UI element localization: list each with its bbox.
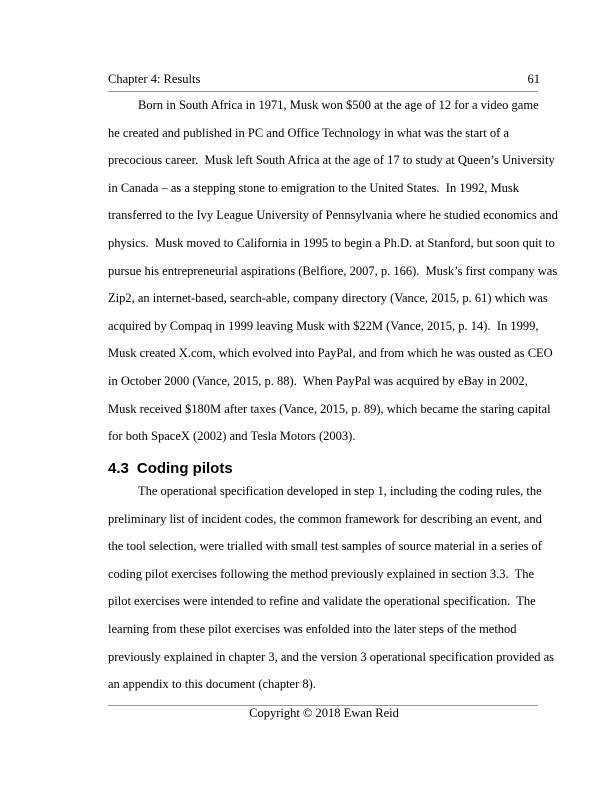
text-line: The operational specification developed in step 1, including the coding rules, the bbox=[138, 484, 542, 498]
paragraph-coding-pilots bbox=[108, 478, 554, 699]
text-line: for both SpaceX (2002) and Tesla Motors (2003). bbox=[108, 429, 356, 444]
section-title: Coding pilots bbox=[136, 460, 233, 477]
text-line: in Canada – as a stepping stone to emigration to the United States. In 1992, Musk bbox=[108, 180, 520, 195]
text-line: in October 2000 (Vance, 2015, p. 88). When PayPal was acquired by eBay in 2002, bbox=[108, 373, 528, 388]
paragraph-musk-biography bbox=[108, 92, 558, 451]
text-line: physics. Musk moved to California in 1995 to begin a Ph.D. at Stanford, but soon quit to bbox=[108, 235, 555, 250]
text-line: preliminary list of incident codes, the common framework for describing an event, and bbox=[108, 511, 542, 526]
text-line: Musk received $180M after taxes (Vance, 2015, p. 89), which became the staring capital bbox=[108, 401, 551, 416]
page-header bbox=[108, 72, 540, 86]
section-number: 4.3 bbox=[108, 460, 129, 477]
page-footer bbox=[108, 706, 540, 721]
text-line: previously explained in chapter 3, and the version 3 operational specification provided as bbox=[108, 649, 555, 664]
header-page-number: 61 bbox=[527, 72, 540, 86]
section-heading-coding-pilots bbox=[108, 460, 233, 477]
text-line: Born in South Africa in 1971, Musk won $500 at the age of 12 for a video game bbox=[138, 98, 539, 112]
text-line: learning from these pilot exercises was enfolded into the later steps of the method bbox=[108, 621, 517, 636]
text-line: Zip2, an internet-based, search-able, company directory (Vance, 2015, p. 61) which was bbox=[108, 291, 548, 306]
text-line: coding pilot exercises following the method previously explained in section 3.3. The bbox=[108, 566, 535, 581]
text-line: he created and published in PC and Office Technology in what was the start of a bbox=[108, 125, 509, 140]
text-line: precocious career. Musk left South Africa at the age of 17 to study at Queen’s University bbox=[108, 153, 555, 168]
text-line: pursue his entrepreneurial aspirations (Belfiore, 2007, p. 166). Musk’s first company was bbox=[108, 263, 558, 278]
text-line: pilot exercises were intended to refine and validate the operational specification. The bbox=[108, 594, 536, 609]
header-chapter-title: Chapter 4: Results bbox=[108, 72, 201, 86]
text-line: the tool selection, were trialled with small test samples of source material in a series of bbox=[108, 539, 542, 554]
text-line: an appendix to this document (chapter 8). bbox=[108, 677, 316, 692]
text-line: transferred to the Ivy League University of Pennsylvania where he studied economics and bbox=[108, 208, 558, 223]
copyright-text: Copyright © 2018 Ewan Reid bbox=[249, 706, 399, 720]
text-line: Musk created X.com, which evolved into PayPal, and from which he was ousted as CEO bbox=[108, 346, 553, 361]
text-line: acquired by Compaq in 1999 leaving Musk with $22M (Vance, 2015, p. 14). In 1999, bbox=[108, 318, 539, 333]
